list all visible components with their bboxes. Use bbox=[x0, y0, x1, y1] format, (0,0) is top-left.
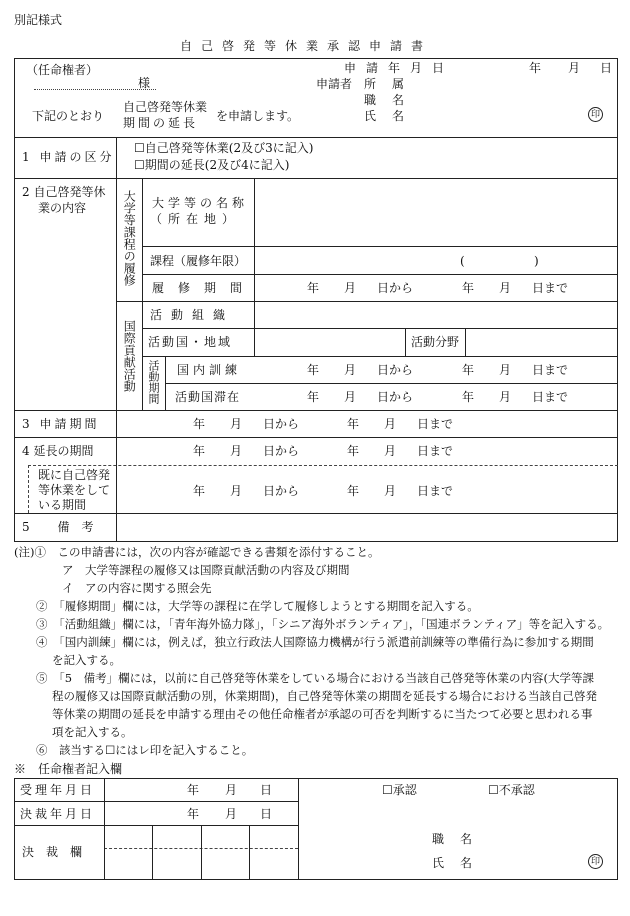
course-paren-right: ) bbox=[534, 254, 539, 268]
row2-label-a: 2 自己啓発等休 bbox=[22, 185, 106, 199]
decided-label: 決裁年月日 bbox=[20, 807, 96, 821]
approver-seal-icon: 印 bbox=[588, 854, 603, 869]
note-2: ② 「履修期間」欄には，大学等の課程に在学して履修しようとする期間を記入する。 bbox=[36, 599, 479, 613]
option-leave: 自己啓発等休業 bbox=[123, 100, 208, 114]
note-5-cont3: 項を記入する。 bbox=[52, 725, 133, 739]
study-to-month: 月 bbox=[499, 281, 512, 295]
r4-to-month: 月 bbox=[384, 444, 397, 458]
decided-month: 月 bbox=[225, 807, 238, 821]
approval-label: 決 裁 欄 bbox=[22, 845, 83, 859]
appointer-label: （任命権者） bbox=[26, 63, 99, 77]
position-label: 職名 bbox=[364, 93, 421, 107]
row3-label: 3 申請期間 bbox=[22, 417, 100, 431]
prev-from-month: 月 bbox=[230, 484, 243, 498]
stay-to-label: 日まで bbox=[532, 390, 569, 404]
note-6: ⑥ 該当する☐にはレ印を記入すること。 bbox=[36, 743, 254, 757]
training-from-month: 月 bbox=[344, 363, 357, 377]
prev-from-year: 年 bbox=[193, 484, 206, 498]
apply-date-label: 申請年月日 bbox=[344, 61, 455, 75]
note-1a: ア 大学等課程の履修又は国際貢献活動の内容及び期間 bbox=[62, 563, 350, 577]
training-to-month: 月 bbox=[499, 363, 512, 377]
checkbox-leave[interactable]: ☐自己啓発等休業(2及び3に記入) bbox=[134, 141, 314, 155]
r4-from-month: 月 bbox=[230, 444, 243, 458]
received-day: 日 bbox=[260, 783, 273, 797]
r3-from-month: 月 bbox=[230, 417, 243, 431]
received-label: 受理年月日 bbox=[20, 783, 96, 797]
univ-group-label: 大学等課程の履修 bbox=[122, 190, 137, 286]
checkbox-approve[interactable]: ☐承認 bbox=[382, 783, 417, 797]
apply-day: 日 bbox=[600, 61, 613, 75]
stay-from-label: 日から bbox=[377, 390, 414, 404]
approver-position-label: 職名 bbox=[432, 832, 489, 846]
seal-icon: 印 bbox=[588, 107, 603, 122]
note-4-cont: を記入する。 bbox=[52, 653, 121, 667]
intl-group-label: 国際貢献活動 bbox=[122, 320, 137, 392]
appointer-section-label: ※ 任命権者記入欄 bbox=[14, 762, 123, 776]
r3-to-year: 年 bbox=[347, 417, 360, 431]
row4-label: 4 延長の期間 bbox=[22, 444, 94, 458]
name-label: 氏名 bbox=[364, 109, 421, 123]
intro-text: 下記のとおり bbox=[32, 109, 105, 123]
stay-label: 活動国滞在 bbox=[175, 390, 241, 404]
apply-year: 年 bbox=[529, 61, 542, 75]
study-to-year: 年 bbox=[462, 281, 475, 295]
r4-from-year: 年 bbox=[193, 444, 206, 458]
training-to-label: 日まで bbox=[532, 363, 569, 377]
r4-to-year: 年 bbox=[347, 444, 360, 458]
prev-label-a: 既に自己啓発 bbox=[38, 468, 111, 482]
row1-label: 1 申請の区分 bbox=[22, 150, 115, 164]
applicant-label: 申請者 bbox=[316, 77, 353, 91]
note-1: (注)① この申請書には，次の内容が確認できる書類を添付すること。 bbox=[14, 545, 380, 559]
course-label: 課程（履修年限） bbox=[150, 254, 247, 268]
stay-to-month: 月 bbox=[499, 390, 512, 404]
univ-address-label: （所在地） bbox=[150, 212, 241, 226]
option-extension: 期間の延長 bbox=[123, 116, 199, 130]
decided-day: 日 bbox=[260, 807, 273, 821]
prev-from-label: 日から bbox=[263, 484, 300, 498]
prev-label-c: いる期間 bbox=[38, 498, 87, 512]
stay-from-year: 年 bbox=[307, 390, 320, 404]
received-month: 月 bbox=[225, 783, 238, 797]
prev-to-label: 日まで bbox=[417, 484, 454, 498]
stay-to-year: 年 bbox=[462, 390, 475, 404]
r4-from-label: 日から bbox=[263, 444, 300, 458]
apply-suffix: を申請します。 bbox=[216, 109, 300, 123]
row5-label: 5 備考 bbox=[22, 520, 106, 534]
checkbox-reject[interactable]: ☐不承認 bbox=[488, 783, 535, 797]
prev-label-b: 等休業をして bbox=[38, 483, 111, 497]
r3-from-year: 年 bbox=[193, 417, 206, 431]
approver-name-label: 氏名 bbox=[432, 856, 489, 870]
checkbox-extension[interactable]: ☐期間の延長(2及び4に記入) bbox=[134, 158, 290, 172]
study-period-label: 履修期間 bbox=[152, 281, 257, 295]
training-label: 国内訓練 bbox=[177, 363, 242, 377]
apply-month: 月 bbox=[568, 61, 581, 75]
stay-from-month: 月 bbox=[344, 390, 357, 404]
note-1b: イ アの内容に関する照会先 bbox=[62, 581, 212, 595]
course-paren-left: ( bbox=[460, 254, 465, 268]
univ-name-label: 大学等の名称 bbox=[152, 196, 249, 210]
note-5-cont1: 程の履修又は国際貢献活動の別，休業期間)，自己啓発等休業の期間を延長する場合における当該自己啓発 bbox=[52, 689, 597, 703]
training-to-year: 年 bbox=[462, 363, 475, 377]
row2-label-b: 業の内容 bbox=[38, 201, 87, 215]
study-from-year: 年 bbox=[307, 281, 320, 295]
sama-label: 様 bbox=[138, 76, 151, 90]
note-5: ⑤ 「5 備考」欄には，以前に自己啓発等休業をしている場合における当該自己啓発等休業の内容(大学等課 bbox=[36, 671, 595, 685]
affiliation-label: 所属 bbox=[364, 77, 421, 91]
received-year: 年 bbox=[187, 783, 200, 797]
form-label: 別記様式 bbox=[14, 13, 63, 27]
period-group-label: 活動期間 bbox=[147, 360, 160, 404]
page-title: 自己啓発等休業承認申請書 bbox=[180, 39, 433, 53]
field-label: 活動分野 bbox=[411, 335, 460, 349]
note-3: ③ 「活動組織」欄には，「青年海外協力隊」，「シニア海外ボランティア」，「国連ボランティア」等を記入する。 bbox=[36, 617, 610, 631]
prev-to-year: 年 bbox=[347, 484, 360, 498]
prev-to-month: 月 bbox=[384, 484, 397, 498]
r3-from-label: 日から bbox=[263, 417, 300, 431]
study-to-label: 日まで bbox=[532, 281, 569, 295]
training-from-year: 年 bbox=[307, 363, 320, 377]
study-from-label: 日から bbox=[377, 281, 414, 295]
r3-to-month: 月 bbox=[384, 417, 397, 431]
r3-to-label: 日まで bbox=[417, 417, 454, 431]
study-from-month: 月 bbox=[344, 281, 357, 295]
org-label: 活動組織 bbox=[150, 308, 235, 322]
note-5-cont2: 等休業の期間の延長を申請する理由その他任命権者が承認の可否を判断するに当たつて必要と思われる事 bbox=[52, 707, 593, 721]
r4-to-label: 日まで bbox=[417, 444, 454, 458]
country-label: 活動国・地域 bbox=[148, 335, 233, 349]
training-from-label: 日から bbox=[377, 363, 414, 377]
decided-year: 年 bbox=[187, 807, 200, 821]
note-4: ④ 「国内訓練」欄には，例えば，独立行政法人国際協力機構が行う派遣前訓練等の準備行為に参加する期間 bbox=[36, 635, 594, 649]
